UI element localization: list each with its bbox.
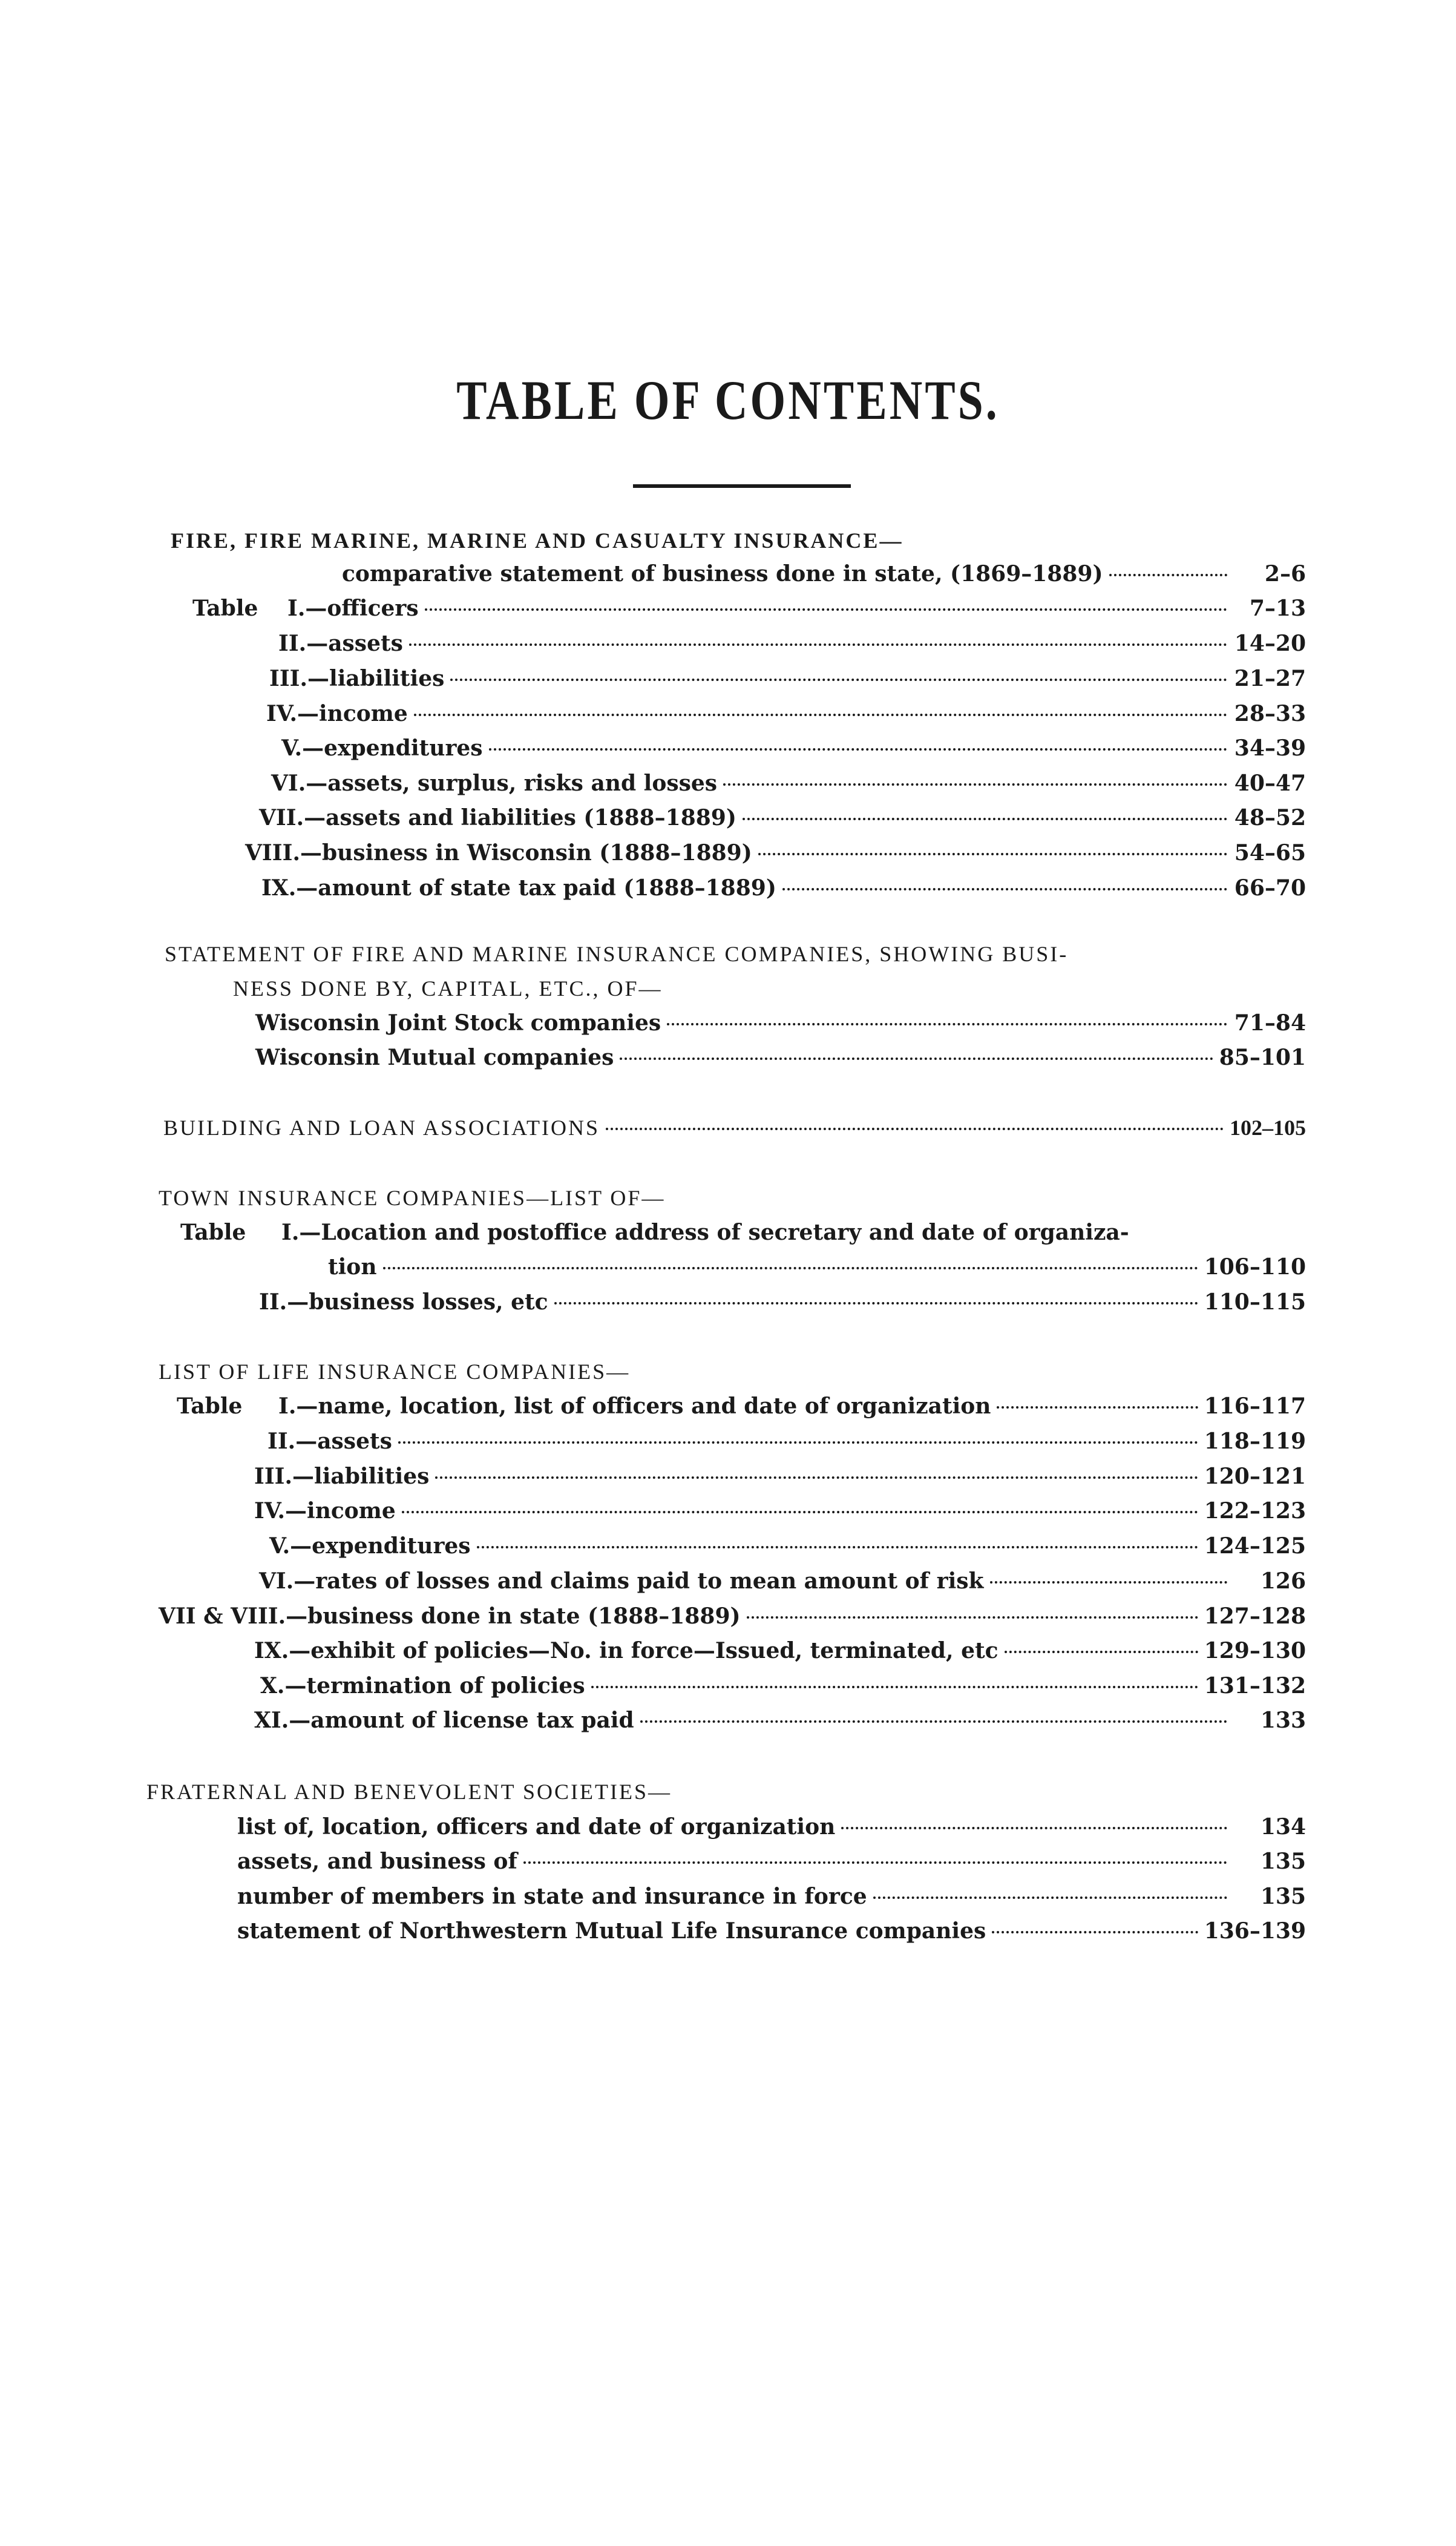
toc-entry[interactable] xyxy=(260,1672,1306,1700)
town-section-heading: TOWN INSURANCE COMPANIES—LIST OF— xyxy=(159,1186,666,1210)
entry-label: IV.—income xyxy=(266,701,408,726)
entry-label: V.—expenditures xyxy=(269,1533,471,1559)
entry-pages: 126 xyxy=(1260,1568,1306,1594)
entry-pages: 131–132 xyxy=(1204,1673,1306,1699)
toc-entry[interactable] xyxy=(254,1637,1306,1665)
entry-pages: 14–20 xyxy=(1234,631,1306,656)
toc-entry[interactable] xyxy=(259,1288,1306,1316)
dot-leader xyxy=(990,1581,1228,1584)
entry-label: assets, and business of xyxy=(237,1849,517,1874)
entry-label: tion xyxy=(328,1254,377,1280)
entry-label: IX.—amount of state tax paid (1888–1889) xyxy=(261,875,776,901)
dot-leader xyxy=(402,1511,1198,1513)
entry-label: XI.—amount of license tax paid xyxy=(254,1708,634,1733)
dot-leader xyxy=(477,1546,1198,1548)
dot-leader xyxy=(992,1931,1198,1933)
toc-entry[interactable] xyxy=(278,1392,1306,1420)
dot-leader xyxy=(758,853,1227,855)
toc-entry[interactable] xyxy=(267,1427,1306,1455)
toc-entry[interactable] xyxy=(259,804,1306,832)
entry-pages: 120–121 xyxy=(1204,1464,1306,1489)
toc-entry[interactable] xyxy=(254,1706,1306,1734)
dot-leader xyxy=(414,714,1227,716)
entry-label: III.—liabilities xyxy=(254,1464,430,1489)
entry-label: VII & VIII.—business done in state (1888–1889) xyxy=(159,1604,741,1629)
toc-entry-text: I.—Location and postoffice address of secretary and date of organiza- xyxy=(281,1220,1129,1245)
entry-pages: 34–39 xyxy=(1234,735,1306,761)
toc-entry[interactable] xyxy=(237,1883,1306,1910)
entry-label: statement of Northwestern Mutual Life Insurance companies xyxy=(237,1918,986,1944)
entry-label: II.—assets xyxy=(278,631,403,656)
dot-leader xyxy=(606,1128,1224,1130)
entry-pages: 110–115 xyxy=(1204,1289,1306,1315)
dot-leader xyxy=(591,1686,1198,1688)
entry-pages: 116–117 xyxy=(1204,1393,1306,1419)
entry-label: V.—expenditures xyxy=(281,735,483,761)
entry-pages: 66–70 xyxy=(1234,875,1306,901)
entry-label: II.—assets xyxy=(267,1429,392,1454)
entry-label: III.—liabilities xyxy=(269,666,445,691)
toc-entry[interactable] xyxy=(342,560,1306,588)
entry-pages: 134 xyxy=(1260,1814,1306,1840)
table-label: Table xyxy=(192,596,258,621)
dot-leader xyxy=(1109,574,1228,576)
toc-entry[interactable] xyxy=(237,1917,1306,1945)
toc-entry[interactable] xyxy=(237,1847,1306,1875)
toc-entry[interactable] xyxy=(245,839,1306,867)
fraternal-section-heading: FRATERNAL AND BENEVOLENT SOCIETIES— xyxy=(146,1780,672,1804)
entry-pages: 136–139 xyxy=(1204,1918,1306,1944)
toc-entry[interactable] xyxy=(237,1813,1306,1841)
toc-entry[interactable] xyxy=(254,1497,1306,1525)
dot-leader xyxy=(450,679,1227,681)
title-rule xyxy=(633,484,851,488)
dot-leader xyxy=(489,748,1227,751)
fire-section-heading: FIRE, FIRE MARINE, MARINE AND CASUALTY INSURANCE— xyxy=(171,528,903,553)
entry-label: list of, location, officers and date of organization xyxy=(237,1814,836,1840)
entry-label: VI.—assets, surplus, risks and losses xyxy=(271,771,718,796)
entry-label: X.—termination of policies xyxy=(260,1673,585,1699)
dot-leader xyxy=(997,1406,1198,1409)
entry-pages: 118–119 xyxy=(1204,1429,1306,1454)
toc-entry[interactable] xyxy=(278,630,1306,657)
dot-leader xyxy=(667,1023,1227,1025)
dot-leader xyxy=(425,608,1227,611)
entry-pages: 135 xyxy=(1260,1884,1306,1909)
dot-leader xyxy=(435,1476,1198,1479)
toc-entry[interactable] xyxy=(269,1532,1306,1560)
entry-pages: 106–110 xyxy=(1204,1254,1306,1280)
toc-entry[interactable] xyxy=(266,700,1306,728)
entry-pages: 71–84 xyxy=(1234,1010,1306,1036)
entry-pages: 129–130 xyxy=(1204,1638,1306,1663)
toc-entry[interactable] xyxy=(254,1462,1306,1490)
entry-label: I.—name, location, list of officers and date of organization xyxy=(278,1393,991,1419)
dot-leader xyxy=(873,1896,1227,1899)
entry-pages: 7–13 xyxy=(1249,596,1306,621)
entry-pages: 135 xyxy=(1260,1849,1306,1874)
toc-entry[interactable] xyxy=(281,734,1306,762)
toc-entry[interactable] xyxy=(287,594,1306,622)
statement-section-heading-cont: NESS DONE BY, CAPITAL, ETC., OF— xyxy=(233,976,663,1001)
dot-leader xyxy=(723,783,1227,786)
dot-leader xyxy=(1005,1651,1198,1653)
dot-leader xyxy=(640,1720,1227,1723)
entry-pages: 21–27 xyxy=(1234,666,1306,691)
entry-pages: 40–47 xyxy=(1234,771,1306,796)
entry-label: Wisconsin Joint Stock companies xyxy=(255,1010,661,1036)
dot-leader xyxy=(398,1441,1198,1444)
toc-entry[interactable] xyxy=(259,1567,1306,1595)
toc-entry[interactable] xyxy=(328,1253,1306,1281)
life-section-heading: LIST OF LIFE INSURANCE COMPANIES— xyxy=(159,1360,631,1384)
toc-entry[interactable] xyxy=(271,769,1306,797)
entry-label: I.—officers xyxy=(287,596,419,621)
toc-entry[interactable] xyxy=(269,665,1306,692)
toc-entry-building-loan[interactable] xyxy=(163,1114,1306,1142)
entry-pages: 102–105 xyxy=(1230,1116,1306,1140)
entry-pages: 54–65 xyxy=(1234,840,1306,866)
entry-pages: 48–52 xyxy=(1234,805,1306,831)
dot-leader xyxy=(383,1267,1198,1269)
entry-label: IV.—income xyxy=(254,1498,396,1524)
dot-leader xyxy=(743,818,1227,820)
entry-label: number of members in state and insurance in force xyxy=(237,1884,867,1909)
dot-leader xyxy=(554,1302,1198,1304)
statement-section-heading: STATEMENT OF FIRE AND MARINE INSURANCE COMPANIES, SHOWING BUSI- xyxy=(165,942,1069,966)
dot-leader xyxy=(620,1058,1213,1060)
entry-label: II.—business losses, etc xyxy=(259,1289,548,1315)
toc-entry[interactable] xyxy=(261,874,1306,902)
entry-label: VI.—rates of losses and claims paid to mean amount of risk xyxy=(259,1568,984,1594)
toc-entry[interactable] xyxy=(255,1009,1306,1037)
entry-label: BUILDING AND LOAN ASSOCIATIONS xyxy=(163,1116,600,1140)
dot-leader xyxy=(747,1616,1198,1619)
entry-label: VIII.—business in Wisconsin (1888–1889) xyxy=(245,840,752,866)
table-label: Table xyxy=(180,1220,246,1245)
dot-leader xyxy=(841,1827,1227,1829)
entry-label: VII.—assets and liabilities (1888–1889) xyxy=(259,805,736,831)
dot-leader xyxy=(782,888,1227,890)
entry-label: Wisconsin Mutual companies xyxy=(255,1045,614,1070)
table-label: Table xyxy=(177,1393,243,1419)
entry-pages: 28–33 xyxy=(1234,701,1306,726)
page-title: TABLE OF CONTENTS. xyxy=(456,369,1000,431)
toc-entry[interactable] xyxy=(159,1602,1306,1630)
entry-pages: 2–6 xyxy=(1264,561,1306,587)
entry-pages: 124–125 xyxy=(1204,1533,1306,1559)
entry-pages: 133 xyxy=(1260,1708,1306,1733)
dot-leader xyxy=(523,1861,1227,1864)
entry-label: comparative statement of business done in state, (1869–1889) xyxy=(342,561,1103,587)
entry-pages: 85–101 xyxy=(1219,1045,1306,1070)
entry-pages: 127–128 xyxy=(1204,1604,1306,1629)
dot-leader xyxy=(409,643,1227,646)
entry-label: IX.—exhibit of policies—No. in force—Issued, terminated, etc xyxy=(254,1638,999,1663)
entry-pages: 122–123 xyxy=(1204,1498,1306,1524)
toc-entry[interactable] xyxy=(255,1044,1306,1071)
